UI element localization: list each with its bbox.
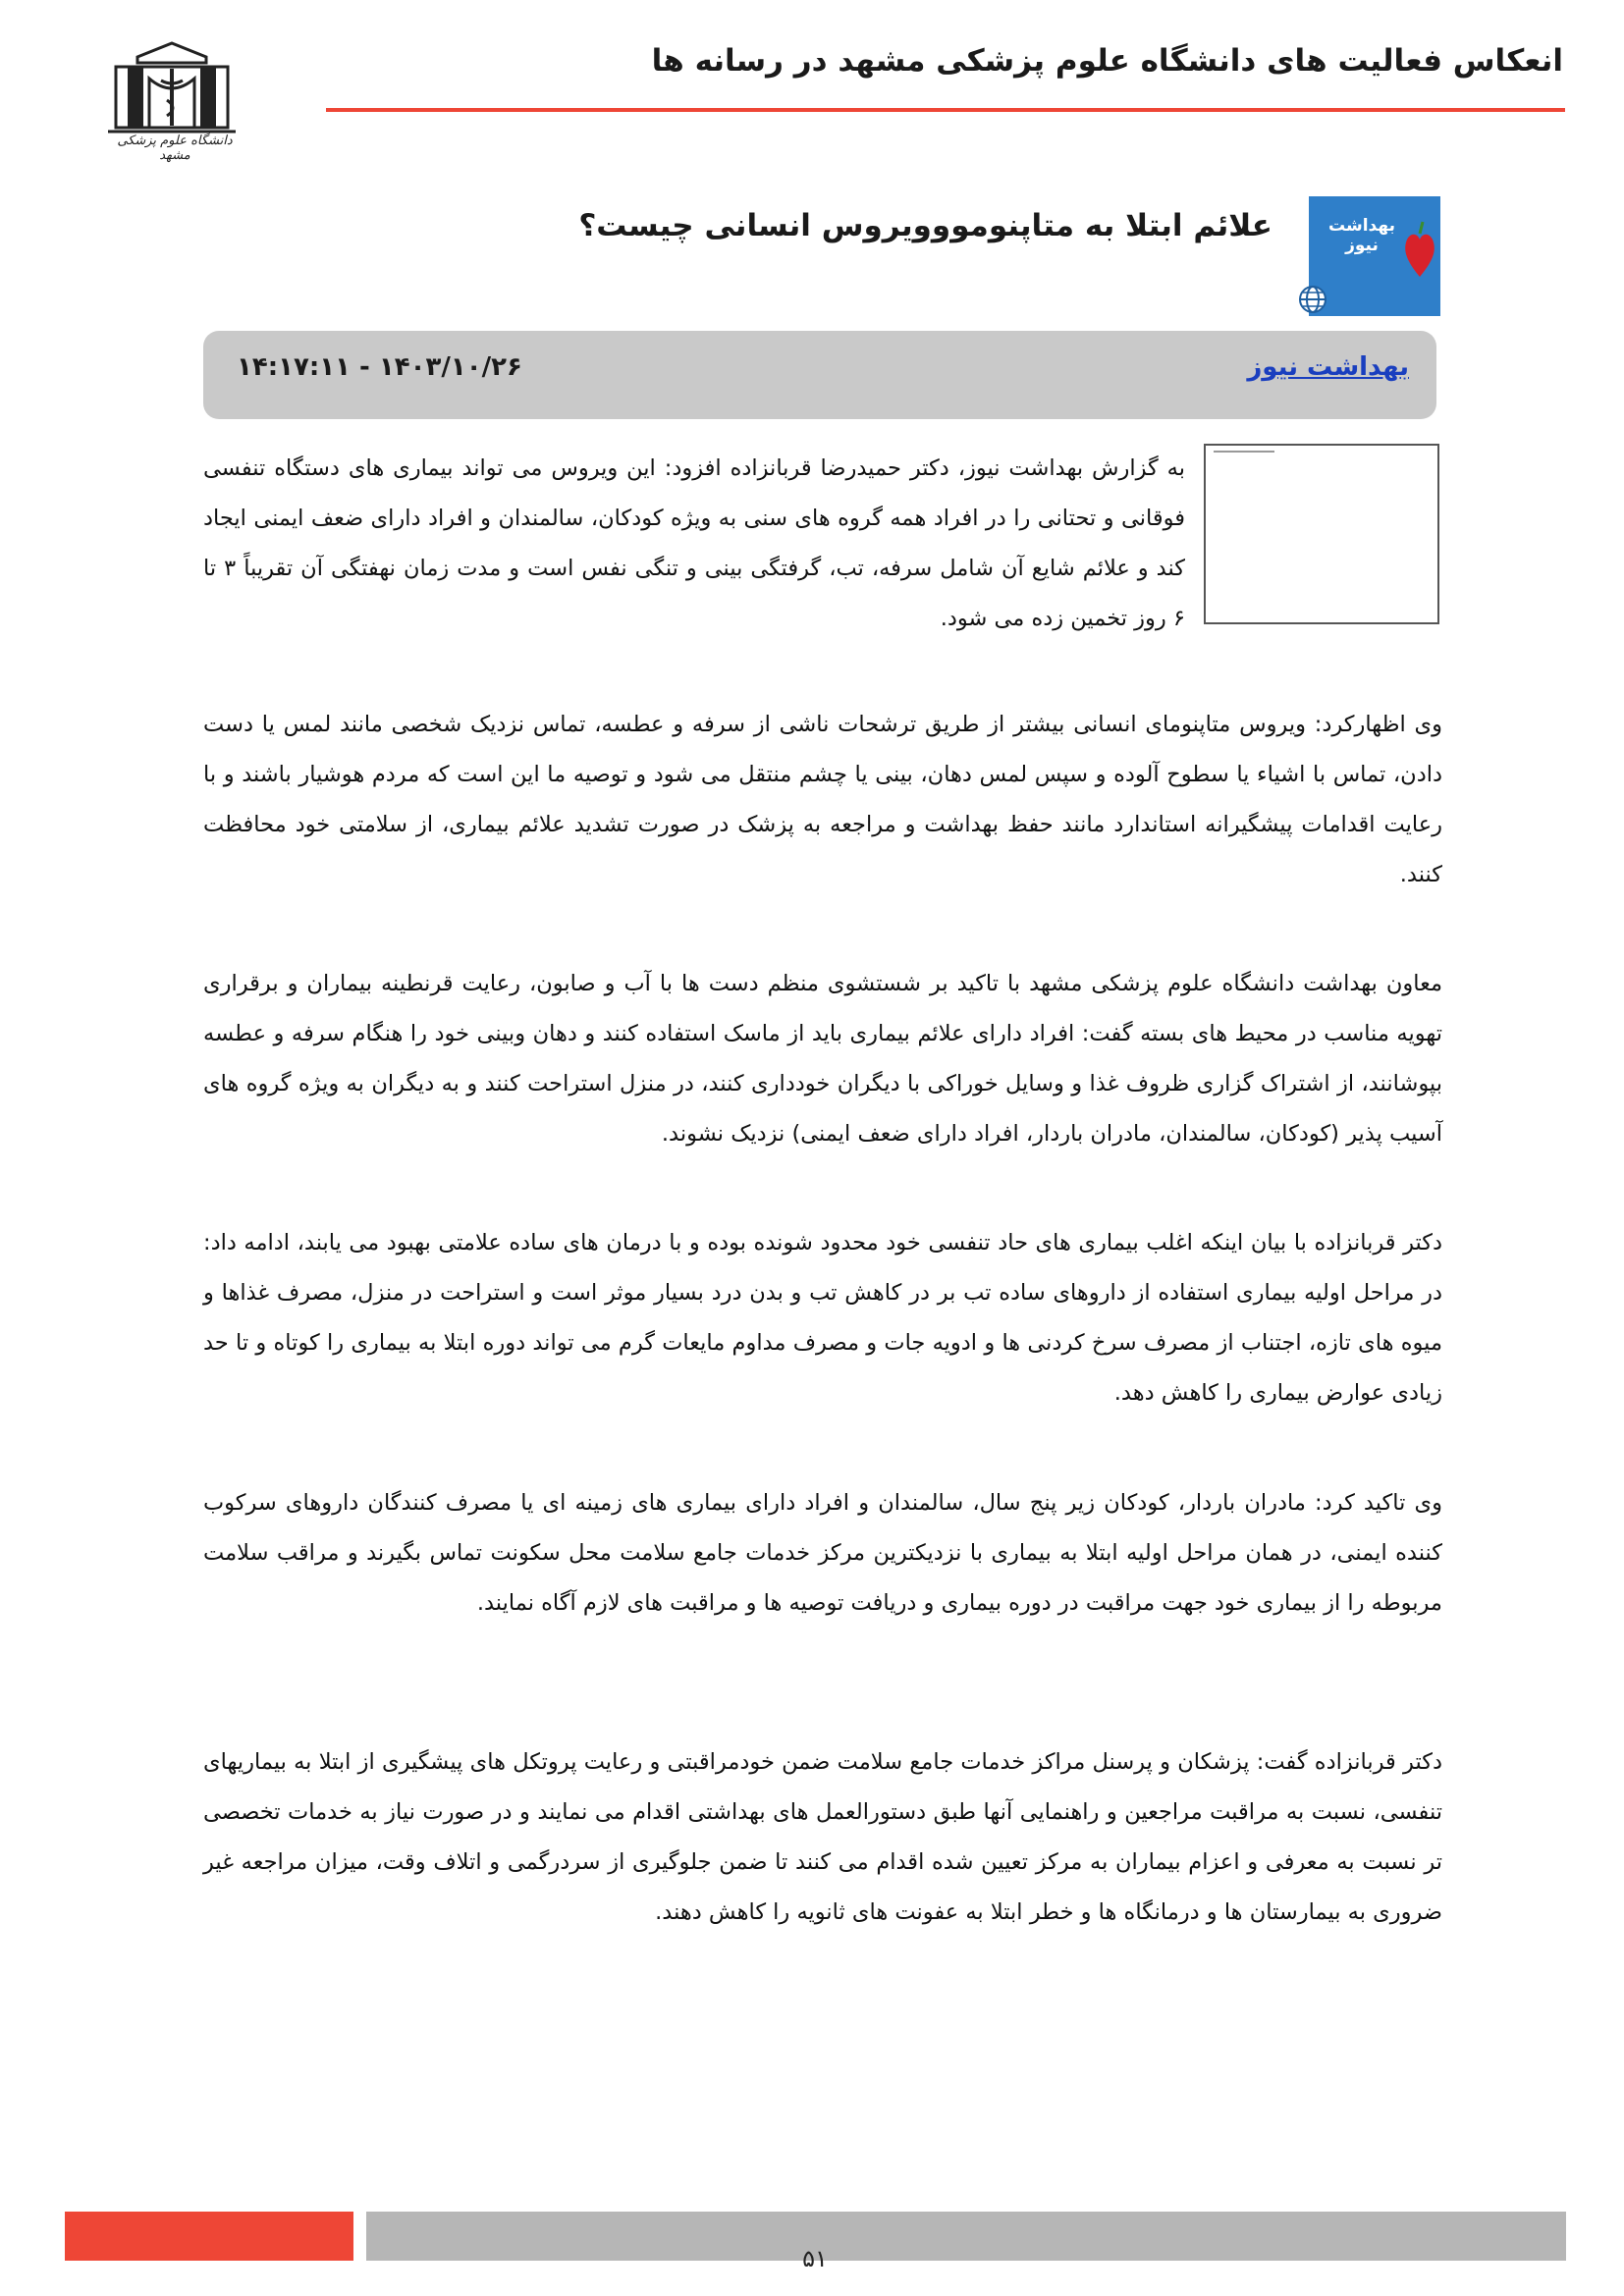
article-lead: به گزارش بهداشت نیوز، دکتر حمیدرضا قربانزاده افزود: این ویروس می تواند بیماری های دستگاه تنفسی فوقانی و تحتانی را در افراد همه گروه های سنی به ویژه کودکان، سالمندان و افراد دارای ضعف ایمنی ایجاد کند و علائم شایع آن شامل سرفه، تب، گرفتگی بینی و تنگی نفس است و مدت زمان نهفتگی آن تقریباً ۳ تا ۶ روز تخمین زده می شود. — [203, 455, 1185, 631]
news-source-logo-icon — [1309, 196, 1440, 316]
heart-icon — [1403, 220, 1436, 279]
article-paragraph-1: وی اظهارکرد: ویروس متاپنومای انسانی بیشتر از طریق ترشحات ناشی از سرفه و عطسه، تماس نزدیک شخصی مانند لمس یا دست دادن، تماس با اشیاء یا سطوح آلوده و سپس لمس دهان، بینی یا چشم منتقل می شود و توصیه ما این است که مردم هوشیار باشند و با رعایت اقدامات پیشگیرانه استاندارد مانند حفظ بهداشت و مراجعه به پزشک در صورت تشدید علائم بیماری، از سلامتی خود محافظت کنند. — [203, 712, 1442, 887]
article-title: علائم ابتلا به متاپنومووویروس انسانی چیست؟ — [578, 208, 1272, 243]
globe-icon[interactable] — [1298, 285, 1327, 314]
article-paragraph-5: دکتر قربانزاده گفت: پزشکان و پرسنل مراکز خدمات جامع سلامت ضمن خودمراقبتی و رعایت پروتکل های پیشگیری از ابتلا به بیماریهای تنفسی، نسبت به مراقبت مراجعین و راهنمایی آنها طبق دستورالعمل های بهداشتی اقدام می نمایند و در صورت نیاز به خدمات تخصصی تر نسبت به معرفی و اعزام بیماران به مرکز تعیین شده اقدام می کنند تا ضمن جلوگیری از سردرگمی و اتلاف وقت، میزان مراجعه غیر ضروری به بیمارستان ها و درمانگاه ها و خطر ابتلا به عفونت های ثانویه را کاهش دهند. — [203, 1749, 1442, 1925]
article-thumbnail — [1204, 444, 1439, 624]
header-title: انعکاس فعالیت های دانشگاه علوم پزشکی مشهد در رسانه ها — [651, 43, 1563, 79]
footer-gray-bar — [366, 2212, 1566, 2261]
page-number: ۵۱ — [802, 2245, 828, 2272]
news-source-logo-text: بهداشت نیوز — [1328, 216, 1395, 255]
source-bar — [203, 331, 1436, 419]
footer-red-bar — [65, 2212, 353, 2261]
thumbnail-placeholder-line — [1214, 451, 1274, 453]
logo-caption: دانشگاه علوم پزشکی مشهد — [117, 133, 233, 163]
header-divider — [326, 108, 1565, 112]
publish-date: ۱۴:۱۷:۱۱ - ۱۴۰۳/۱۰/۲۶ — [237, 352, 522, 382]
source-link[interactable]: بهداشت نیوز — [1247, 352, 1409, 382]
article-paragraph-3: دکتر قربانزاده با بیان اینکه اغلب بیماری های حاد تنفسی خود محدود شونده بوده و با درمان های ساده علامتی بهبود می یابند، ادامه داد: در مراحل اولیه بیماری استفاده از داروهای ساده تب بر در کاهش تب و بدن درد بسیار موثر است و استراحت در منزل، مصرف غذاها و میوه های تازه، اجتناب از مصرف سرخ کردنی ها و ادویه جات و مصرف مداوم مایعات گرم می تواند دوره ابتلا به بیماری را کوتاه و تا حد زیادی عوارض بیماری را کاهش دهد. — [203, 1230, 1442, 1406]
article-paragraph-2: معاون بهداشت دانشگاه علوم پزشکی مشهد با تاکید بر شستشوی منظم دست ها با آب و صابون، رعایت قرنطینه بیماران و برقراری تهویه مناسب در محیط های بسته گفت: افراد دارای علائم بیماری باید از ماسک استفاده کنند و دهان وبینی خود را هنگام سرفه و عطسه بپوشانند، از اشتراک گزاری ظروف غذا و وسایل خوراکی با دیگران خودداری کنند، در منزل استراحت کنند و به دیگران به ویژه گروه های آسیب پذیر (کودکان، سالمندان، مادران باردار، افراد دارای ضعف ایمنی) نزدیک نشوند. — [203, 971, 1442, 1147]
article-paragraph-4: وی تاکید کرد: مادران باردار، کودکان زیر پنج سال، سالمندان و افراد دارای بیماری های زمینه ای یا مصرف کنندگان داروهای سرکوب کننده ایمنی، در همان مراحل اولیه ابتلا به بیماری با نزدیکترین مرکز خدمات جامع سلامت محل سکونت تماس بگیرند و مراقب سلامت مربوطه را از بیماری خود جهت مراقبت در دوره بیماری و دریافت توصیه ها و مراقبت های لازم آگاه نمایند. — [203, 1490, 1442, 1616]
